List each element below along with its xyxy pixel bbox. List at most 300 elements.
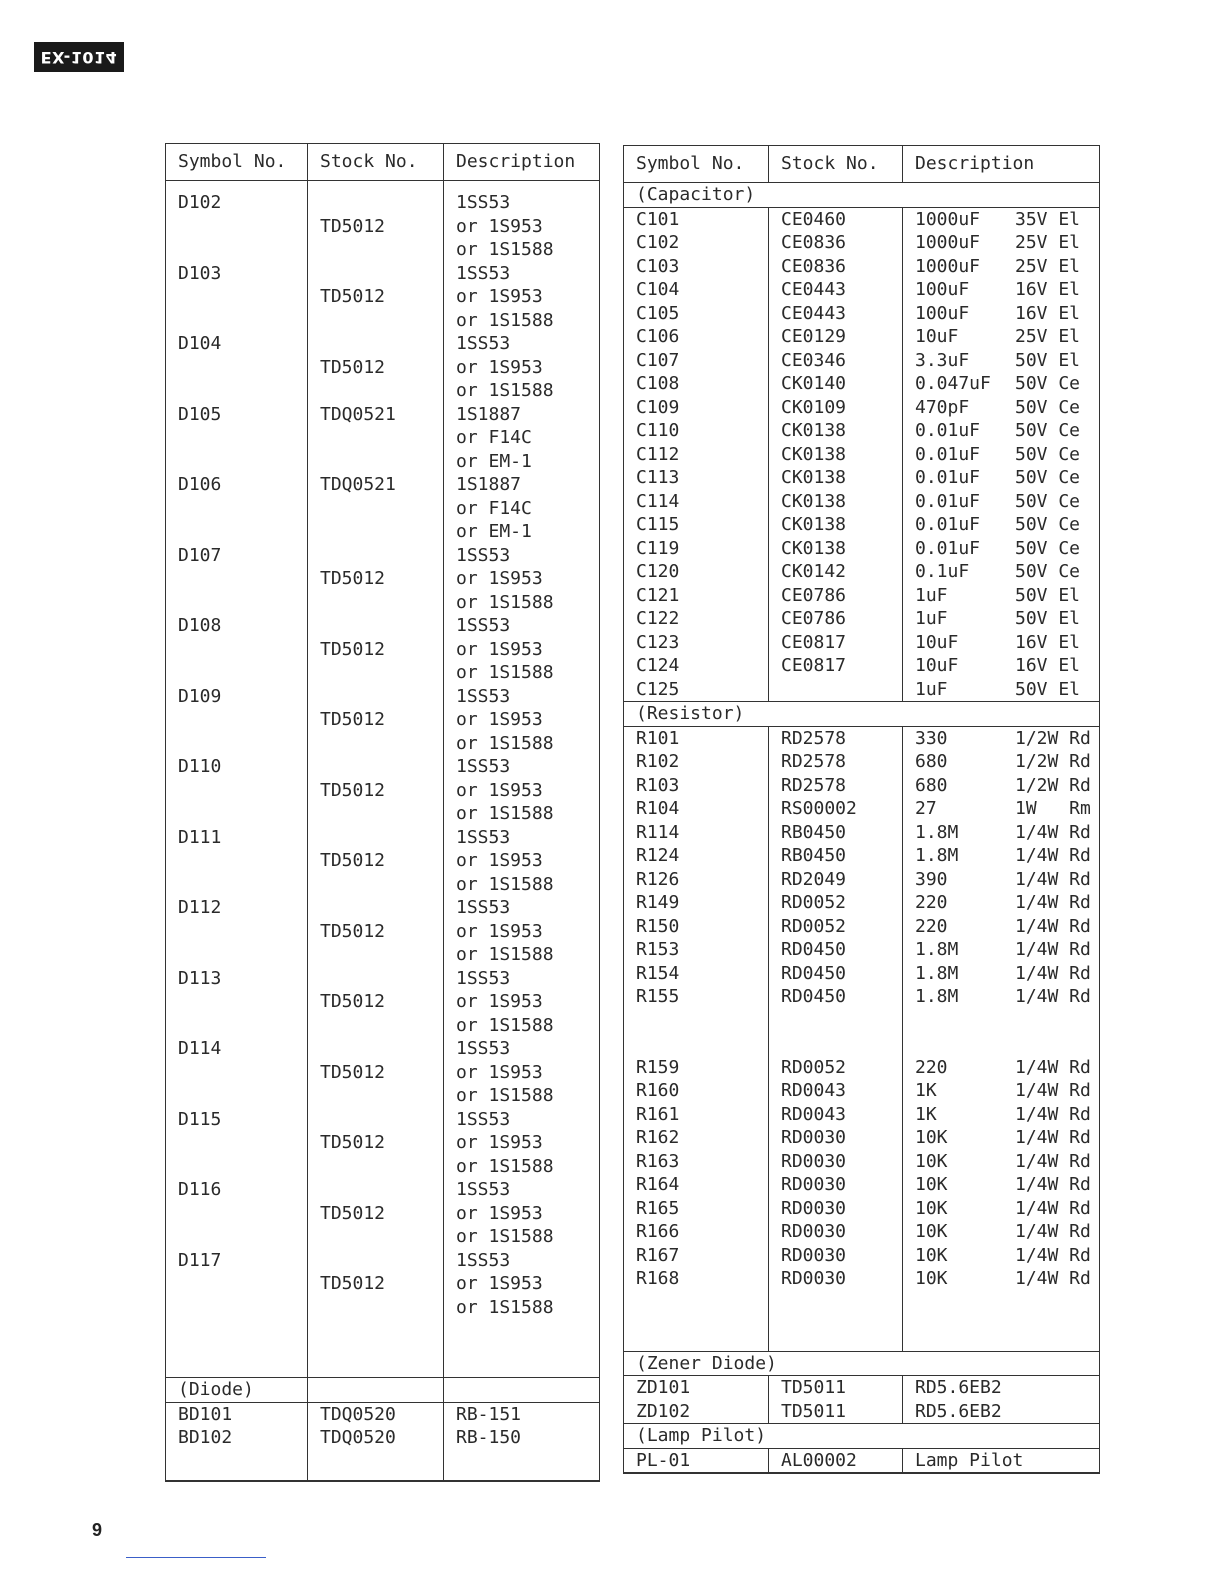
component-rating: 1/4W Rd	[1015, 1244, 1091, 1266]
stock-cell	[308, 967, 444, 991]
symbol-cell: D103	[166, 262, 308, 286]
diode-row	[166, 191, 600, 215]
stock-cell	[308, 802, 444, 826]
stock-cell: CE0129	[769, 325, 903, 349]
description-cell: or 1S1588	[444, 591, 600, 615]
component-value: 0.01uF	[915, 537, 981, 559]
symbol-cell: C103	[624, 255, 769, 279]
capacitor-row	[624, 513, 1100, 537]
component-rating: 1/4W Rd	[1015, 962, 1091, 984]
symbol-cell: R162	[624, 1126, 769, 1150]
component-value: 1.8M	[915, 986, 959, 1007]
component-value: 1uF	[915, 608, 948, 629]
description-cell: 1SS53	[444, 967, 600, 991]
component-rating: 1/4W Rd	[1015, 1221, 1091, 1242]
component-value: 1.8M	[915, 845, 959, 866]
header-description: Description	[903, 146, 1100, 183]
section-label: (Diode)	[166, 1378, 308, 1403]
diode-row	[166, 943, 600, 967]
component-value: 1000uF	[915, 232, 981, 253]
component-value: 3.3uF	[915, 349, 970, 371]
resistor-row	[624, 821, 1100, 845]
symbol-cell: R153	[624, 938, 769, 962]
description-cell: 1SS53	[444, 896, 600, 920]
description-cell	[903, 726, 1100, 750]
description-cell	[903, 844, 1100, 868]
symbol-cell: ZD102	[624, 1400, 769, 1424]
resistor-row	[624, 868, 1100, 892]
stock-cell	[308, 826, 444, 850]
stock-cell: RD2578	[769, 774, 903, 798]
header-symbol: Symbol No.	[166, 144, 308, 181]
description-cell	[903, 631, 1100, 655]
symbol-cell	[166, 943, 308, 967]
description-cell: 1SS53	[444, 755, 600, 779]
symbol-cell	[166, 1296, 308, 1320]
stock-cell: TDQ0520	[308, 1402, 444, 1426]
stock-cell: RD0450	[769, 985, 903, 1009]
resistor-row	[624, 962, 1100, 986]
description-cell: 1SS53	[444, 826, 600, 850]
diode-row	[166, 1202, 600, 1226]
symbol-cell: D106	[166, 473, 308, 497]
description-cell: or 1S1588	[444, 1225, 600, 1249]
diode-row	[166, 1272, 600, 1296]
diode-row	[166, 1061, 600, 1085]
diode-row	[166, 661, 600, 685]
symbol-cell: R161	[624, 1103, 769, 1127]
lamp-row	[624, 1448, 1100, 1473]
capacitor-row	[624, 490, 1100, 514]
symbol-cell: R114	[624, 821, 769, 845]
zener-row	[624, 1400, 1100, 1424]
resistor-row	[624, 844, 1100, 868]
description-cell	[903, 1079, 1100, 1103]
component-rating: 50V El	[1015, 678, 1081, 700]
symbol-cell: C115	[624, 513, 769, 537]
header-row	[166, 144, 600, 181]
capacitor-resistor-table	[623, 145, 1100, 1474]
symbol-cell	[166, 1131, 308, 1155]
symbol-cell: R149	[624, 891, 769, 915]
symbol-cell: C102	[624, 231, 769, 255]
symbol-cell: C114	[624, 490, 769, 514]
component-value: 100uF	[915, 279, 970, 300]
description-cell	[903, 396, 1100, 420]
component-value: 220	[915, 1056, 948, 1078]
stock-cell: TD5011	[769, 1400, 903, 1424]
description-cell: or 1S953	[444, 567, 600, 591]
component-value: 1uF	[915, 584, 948, 606]
symbol-cell: C109	[624, 396, 769, 420]
diode-parts-table	[165, 143, 600, 1482]
symbol-cell: R164	[624, 1173, 769, 1197]
stock-cell	[308, 238, 444, 262]
symbol-cell	[166, 661, 308, 685]
resistor-row	[624, 1079, 1100, 1103]
capacitor-row	[624, 372, 1100, 396]
description-cell	[903, 513, 1100, 537]
description-cell	[903, 537, 1100, 561]
capacitor-row	[624, 584, 1100, 608]
component-rating: 1W Rm	[1015, 798, 1091, 819]
spacer-row	[624, 1291, 1100, 1352]
description-cell: or EM-1	[444, 520, 600, 544]
stock-cell: TD5012	[308, 356, 444, 380]
description-cell	[903, 938, 1100, 962]
description-cell	[903, 868, 1100, 892]
section-row-lamp	[624, 1424, 1100, 1449]
symbol-cell	[166, 215, 308, 239]
symbol-cell	[166, 1202, 308, 1226]
diode-row	[166, 1037, 600, 1061]
symbol-cell: D104	[166, 332, 308, 356]
stock-cell: CK0109	[769, 396, 903, 420]
diode-row	[166, 755, 600, 779]
stock-cell	[308, 332, 444, 356]
component-value: 10K	[915, 1197, 948, 1219]
stock-cell	[308, 262, 444, 286]
resistor-row	[624, 985, 1100, 1009]
diode-row	[166, 544, 600, 568]
diode-row	[166, 849, 600, 873]
symbol-cell	[166, 379, 308, 403]
description-cell	[903, 985, 1100, 1009]
component-value: 680	[915, 774, 948, 796]
symbol-cell: C125	[624, 678, 769, 702]
stock-cell: CE0836	[769, 255, 903, 279]
symbol-cell	[166, 238, 308, 262]
stock-cell: TD5012	[308, 1131, 444, 1155]
section-row-zener	[624, 1351, 1100, 1376]
symbol-cell: D108	[166, 614, 308, 638]
component-value: 10K	[915, 1150, 948, 1172]
stock-cell: TD5012	[308, 990, 444, 1014]
description-cell	[903, 255, 1100, 279]
symbol-cell: C112	[624, 443, 769, 467]
description-cell: or 1S953	[444, 215, 600, 239]
diode-row	[166, 215, 600, 239]
stock-cell: CK0138	[769, 419, 903, 443]
description-cell	[903, 443, 1100, 467]
component-rating: 1/4W Rd	[1015, 1174, 1091, 1195]
stock-cell: CK0138	[769, 490, 903, 514]
component-value: 10uF	[915, 631, 959, 653]
description-cell: RB-151	[444, 1402, 600, 1426]
header-stock: Stock No.	[769, 146, 903, 183]
stock-cell	[308, 1155, 444, 1179]
symbol-cell: D112	[166, 896, 308, 920]
component-rating: 1/4W Rd	[1015, 986, 1091, 1007]
stock-cell	[308, 379, 444, 403]
diode-row	[166, 990, 600, 1014]
component-rating: 1/2W Rd	[1015, 727, 1091, 749]
diode-row	[166, 1249, 600, 1273]
symbol-cell: BD101	[166, 1402, 308, 1426]
symbol-cell	[166, 920, 308, 944]
description-cell: 1SS53	[444, 1037, 600, 1061]
stock-cell	[308, 1014, 444, 1038]
stock-cell: AL00002	[769, 1448, 903, 1473]
description-cell	[903, 1056, 1100, 1080]
component-rating: 50V El	[1015, 584, 1081, 606]
description-cell: or 1S953	[444, 779, 600, 803]
stock-cell	[308, 873, 444, 897]
description-cell	[903, 490, 1100, 514]
diode-row	[166, 520, 600, 544]
capacitor-row	[624, 654, 1100, 678]
description-cell: or 1S953	[444, 708, 600, 732]
resistor-row	[624, 726, 1100, 750]
diode-row	[166, 450, 600, 474]
component-value: 10K	[915, 1221, 948, 1242]
section-row-capacitor	[624, 183, 1100, 208]
page-number: 9	[92, 1520, 103, 1540]
capacitor-row	[624, 231, 1100, 255]
stock-cell: TD5012	[308, 567, 444, 591]
description-cell: or 1S1588	[444, 1014, 600, 1038]
symbol-cell: D116	[166, 1178, 308, 1202]
spacer-row	[166, 181, 600, 192]
stock-cell	[308, 591, 444, 615]
section-label: (Resistor)	[624, 702, 1100, 727]
description-cell	[903, 1244, 1100, 1268]
diode-row	[166, 426, 600, 450]
capacitor-row	[624, 678, 1100, 702]
diode-row	[166, 896, 600, 920]
symbol-cell: R103	[624, 774, 769, 798]
resistor-row	[624, 1103, 1100, 1127]
symbol-cell: ZD101	[624, 1376, 769, 1400]
symbol-cell: C123	[624, 631, 769, 655]
description-cell: 1S1887	[444, 473, 600, 497]
stock-cell: CE0786	[769, 584, 903, 608]
symbol-cell: C120	[624, 560, 769, 584]
description-cell	[903, 678, 1100, 702]
stock-cell: CE0786	[769, 607, 903, 631]
stock-cell: CK0138	[769, 537, 903, 561]
stock-cell	[308, 426, 444, 450]
stock-cell	[308, 1084, 444, 1108]
diode-row	[166, 1131, 600, 1155]
capacitor-row	[624, 207, 1100, 231]
brand-logo: EX-1014	[34, 42, 124, 72]
description-cell	[903, 231, 1100, 255]
symbol-cell: R167	[624, 1244, 769, 1268]
component-value: 10uF	[915, 326, 959, 347]
diode-row	[166, 638, 600, 662]
symbol-cell: D102	[166, 191, 308, 215]
description-cell: or 1S953	[444, 990, 600, 1014]
component-rating: 1/4W Rd	[1015, 1268, 1091, 1289]
description-cell: or 1S953	[444, 638, 600, 662]
component-rating: 50V Ce	[1015, 467, 1081, 488]
description-cell: or 1S953	[444, 1061, 600, 1085]
description-cell: 1S1887	[444, 403, 600, 427]
description-cell: RB-150	[444, 1426, 600, 1450]
symbol-cell: C113	[624, 466, 769, 490]
description-cell: or 1S1588	[444, 1084, 600, 1108]
symbol-cell	[166, 356, 308, 380]
symbol-cell: D117	[166, 1249, 308, 1273]
component-rating: 16V El	[1015, 279, 1081, 300]
symbol-cell: R104	[624, 797, 769, 821]
description-cell	[903, 349, 1100, 373]
component-rating: 1/4W Rd	[1015, 939, 1091, 960]
symbol-cell: D110	[166, 755, 308, 779]
component-value: 330	[915, 727, 948, 749]
diode-row	[166, 1296, 600, 1320]
stock-cell	[308, 309, 444, 333]
symbol-cell: R124	[624, 844, 769, 868]
symbol-cell: D115	[166, 1108, 308, 1132]
diode-row	[166, 379, 600, 403]
diode-row	[166, 802, 600, 826]
stock-cell	[308, 1225, 444, 1249]
section-label: (Capacitor)	[624, 183, 1100, 208]
component-value: 1.8M	[915, 962, 959, 984]
component-rating: 25V El	[1015, 326, 1081, 347]
symbol-cell	[166, 1061, 308, 1085]
description-cell: or 1S953	[444, 1272, 600, 1296]
description-cell: Lamp Pilot	[903, 1448, 1100, 1473]
description-cell	[903, 1150, 1100, 1174]
symbol-cell: R165	[624, 1197, 769, 1221]
symbol-cell	[166, 567, 308, 591]
component-rating: 1/4W Rd	[1015, 1103, 1091, 1125]
description-cell	[903, 891, 1100, 915]
description-cell: or 1S1588	[444, 1155, 600, 1179]
symbol-cell: R150	[624, 915, 769, 939]
symbol-cell	[166, 873, 308, 897]
description-cell	[903, 372, 1100, 396]
stock-cell: RD0030	[769, 1220, 903, 1244]
stock-cell: RD2578	[769, 726, 903, 750]
stock-cell: CE0443	[769, 278, 903, 302]
description-cell: or 1S1588	[444, 309, 600, 333]
component-rating: 16V El	[1015, 302, 1081, 324]
stock-cell: CK0142	[769, 560, 903, 584]
description-cell	[903, 419, 1100, 443]
diode-row	[166, 1014, 600, 1038]
symbol-cell: C108	[624, 372, 769, 396]
symbol-cell: C105	[624, 302, 769, 326]
capacitor-row	[624, 537, 1100, 561]
component-rating: 1/4W Rd	[1015, 892, 1091, 913]
diode-row	[166, 285, 600, 309]
component-rating: 50V Ce	[1015, 420, 1081, 441]
symbol-cell	[166, 1272, 308, 1296]
stock-cell	[308, 1037, 444, 1061]
component-rating: 50V Ce	[1015, 537, 1081, 559]
component-rating: 50V El	[1015, 608, 1081, 629]
symbol-cell	[166, 309, 308, 333]
stock-cell: TD5012	[308, 638, 444, 662]
capacitor-row	[624, 255, 1100, 279]
component-value: 10uF	[915, 655, 959, 676]
description-cell: 1SS53	[444, 191, 600, 215]
description-cell: or 1S953	[444, 849, 600, 873]
resistor-row	[624, 1267, 1100, 1291]
component-value: 1000uF	[915, 208, 981, 230]
stock-cell: RD2049	[769, 868, 903, 892]
diode-row	[166, 473, 600, 497]
stock-cell	[769, 678, 903, 702]
header-stock: Stock No.	[308, 144, 444, 181]
symbol-cell: D105	[166, 403, 308, 427]
component-rating: 16V El	[1015, 655, 1081, 676]
component-rating: 1/4W Rd	[1015, 1080, 1091, 1101]
stock-cell: RD2578	[769, 750, 903, 774]
section-label: (Lamp Pilot)	[624, 1424, 1100, 1449]
symbol-cell: C121	[624, 584, 769, 608]
stock-cell	[308, 896, 444, 920]
symbol-cell	[166, 497, 308, 521]
symbol-cell	[166, 779, 308, 803]
resistor-row	[624, 750, 1100, 774]
symbol-cell: C122	[624, 607, 769, 631]
symbol-cell: R168	[624, 1267, 769, 1291]
spacer-row	[166, 1319, 600, 1378]
component-value: 0.047uF	[915, 373, 991, 394]
diode-row	[166, 262, 600, 286]
stock-cell: TDQ0521	[308, 473, 444, 497]
description-cell	[903, 1267, 1100, 1291]
symbol-cell: C110	[624, 419, 769, 443]
diode-row	[166, 826, 600, 850]
stock-cell: RD0030	[769, 1197, 903, 1221]
description-cell: or F14C	[444, 426, 600, 450]
description-cell	[903, 607, 1100, 631]
symbol-cell: R101	[624, 726, 769, 750]
component-value: 0.01uF	[915, 514, 981, 535]
capacitor-row	[624, 443, 1100, 467]
capacitor-row	[624, 325, 1100, 349]
symbol-cell: C124	[624, 654, 769, 678]
diode-row	[166, 732, 600, 756]
component-value: 10K	[915, 1244, 948, 1266]
description-cell: 1SS53	[444, 1249, 600, 1273]
symbol-cell	[166, 426, 308, 450]
resistor-row	[624, 1126, 1100, 1150]
resistor-row	[624, 774, 1100, 798]
stock-cell: TD5012	[308, 920, 444, 944]
description-cell	[903, 915, 1100, 939]
diode-row	[166, 1084, 600, 1108]
header-row	[624, 146, 1100, 183]
stock-cell: TDQ0520	[308, 1426, 444, 1450]
stock-cell	[308, 755, 444, 779]
component-rating: 1/4W Rd	[1015, 1197, 1091, 1219]
symbol-cell	[166, 591, 308, 615]
stock-cell: CE0443	[769, 302, 903, 326]
component-value: 470pF	[915, 396, 970, 418]
stock-cell	[308, 732, 444, 756]
diode-row	[166, 920, 600, 944]
capacitor-row	[624, 419, 1100, 443]
stock-cell: TD5012	[308, 215, 444, 239]
stock-cell: CE0836	[769, 231, 903, 255]
stock-cell: CE0460	[769, 207, 903, 231]
description-cell: 1SS53	[444, 332, 600, 356]
description-cell: or 1S1588	[444, 238, 600, 262]
component-rating: 1/4W Rd	[1015, 845, 1091, 866]
component-rating: 25V El	[1015, 255, 1081, 277]
component-value: 220	[915, 915, 948, 937]
symbol-cell: D107	[166, 544, 308, 568]
component-rating: 50V Ce	[1015, 490, 1081, 512]
capacitor-row	[624, 607, 1100, 631]
